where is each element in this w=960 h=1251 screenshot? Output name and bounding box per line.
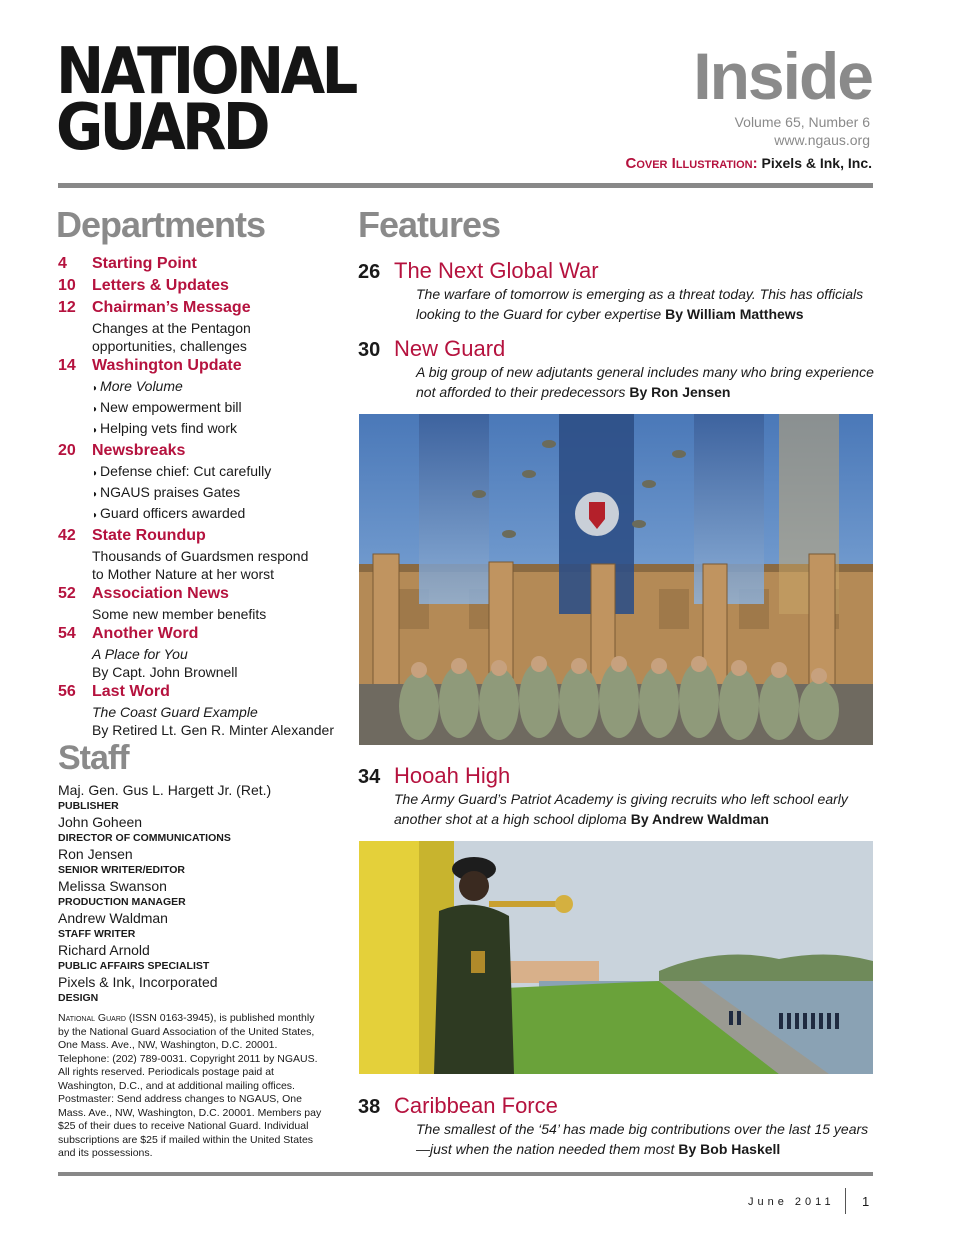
department-item[interactable] xyxy=(58,297,338,355)
feature-item[interactable] xyxy=(358,763,878,829)
national-guard-logo xyxy=(56,35,355,165)
department-subitem-text: Changes at the Pentagon xyxy=(92,320,251,336)
department-title[interactable]: Starting Point xyxy=(92,255,197,272)
department-title[interactable]: Last Word xyxy=(92,683,170,700)
feature-byline: By Bob Haskell xyxy=(678,1141,781,1157)
features-heading: Features xyxy=(358,204,501,245)
department-subitem xyxy=(92,462,338,483)
department-subitem-text: The Coast Guard Example xyxy=(92,704,258,720)
department-subitem xyxy=(92,398,338,419)
department-item[interactable] xyxy=(58,253,338,275)
bullet-icon: ◗ xyxy=(92,489,99,500)
department-subitem-text: NGAUS praises Gates xyxy=(100,484,241,500)
department-page-number: 54 xyxy=(58,625,76,642)
department-subitem xyxy=(92,504,338,525)
logo-line-1: NATIONAL xyxy=(56,35,355,109)
staff-heading: Staff xyxy=(58,739,129,777)
feature-title[interactable]: Hooah High xyxy=(394,763,511,788)
feature-page-number: 26 xyxy=(358,261,381,283)
feature-desc-text: The smallest of the ‘54’ has made big contributions over the last 15 years—just when the nation needed them most xyxy=(416,1121,869,1157)
staff-name: Richard Arnold xyxy=(58,942,150,958)
department-subitem-text: By Capt. John Brownell xyxy=(92,664,238,680)
publication-text: (ISSN 0163-3945), is published monthly by the National Guard Association of the United States, One Mass. Ave., NW, Washington, D.C. 20001. Telephone: (202) 789-0031. Copyright 2011 by NGAUS. All rights reserved. Periodicals postage paid at Washington, D.C., and at additional mailing offices. Postmaster: Send address changes to NGAUS, One Mass. Ave., NW, Washington, D.C. 20001. Members pay $25 of their dues to receive National Guard. Individual subscriptions are $25 if mailed within the United States and its possessions. xyxy=(58,1012,322,1159)
departments-list xyxy=(58,253,338,739)
issue-info xyxy=(735,113,870,149)
staff-list xyxy=(58,782,338,1006)
department-page-number: 4 xyxy=(58,255,67,272)
department-subitem-text: Defense chief: Cut carefully xyxy=(100,463,272,479)
staff-name: John Goheen xyxy=(58,814,143,830)
department-page-number: 20 xyxy=(58,442,76,459)
department-subitem-text: A Place for You xyxy=(92,646,188,662)
feature-title[interactable]: New Guard xyxy=(394,336,506,361)
department-title[interactable]: Newsbreaks xyxy=(92,442,186,459)
department-subitem xyxy=(92,377,338,398)
staff-name: Pixels & Ink, Incorporated xyxy=(58,974,218,990)
feature-title[interactable]: Caribbean Force xyxy=(394,1093,558,1118)
department-item[interactable] xyxy=(58,525,338,583)
department-title[interactable]: Association News xyxy=(92,585,229,602)
new-guard-photo-illustration xyxy=(359,414,873,745)
department-subitem xyxy=(92,663,338,681)
feature-desc-text: The Army Guard’s Patriot Academy is giving recruits who left school early another shot at a high school diploma xyxy=(394,791,848,827)
department-subitem xyxy=(92,337,338,355)
staff-role: SENIOR WRITER/EDITOR xyxy=(58,864,185,876)
department-subitem-text: More Volume xyxy=(100,378,183,394)
staff-role: PUBLIC AFFAIRS SPECIALIST xyxy=(58,960,210,972)
feature-description xyxy=(394,789,878,829)
feature-title[interactable]: The Next Global War xyxy=(394,258,599,283)
website: www.ngaus.org xyxy=(774,132,870,148)
department-title[interactable]: Washington Update xyxy=(92,357,242,374)
department-title[interactable]: Another Word xyxy=(92,625,199,642)
department-page-number: 56 xyxy=(58,683,76,700)
staff-name: Maj. Gen. Gus L. Hargett Jr. (Ret.) xyxy=(58,782,272,798)
feature-page-number: 34 xyxy=(358,766,381,788)
bullet-icon: ◗ xyxy=(92,425,99,436)
staff-name: Andrew Waldman xyxy=(58,910,168,926)
bottom-rule xyxy=(58,1172,873,1176)
department-subitem-text: to Mother Nature at her worst xyxy=(92,566,275,582)
top-rule xyxy=(58,183,873,188)
feature-desc-text: The warfare of tomorrow is emerging as a threat today. This has officials looking to the Guard for cyber expertise xyxy=(416,286,864,322)
footer-separator xyxy=(845,1188,846,1214)
feature-description xyxy=(416,1119,878,1159)
department-subitem-text: New empowerment bill xyxy=(100,399,242,415)
cover-label: Cover Illustration: xyxy=(625,155,758,172)
staff-role: DIRECTOR OF COMMUNICATIONS xyxy=(58,832,231,844)
issue-date: June 2011 xyxy=(748,1196,835,1208)
department-subitem-text: Thousands of Guardsmen respond xyxy=(92,548,309,564)
staff-name: Melissa Swanson xyxy=(58,878,167,894)
department-item[interactable] xyxy=(58,440,338,525)
caribbean-force-photo xyxy=(359,841,873,1074)
feature-description xyxy=(416,284,878,324)
department-item[interactable] xyxy=(58,355,338,440)
department-title[interactable]: State Roundup xyxy=(92,527,206,544)
department-subitem xyxy=(92,419,338,440)
bullet-icon: ◗ xyxy=(92,468,99,479)
feature-item[interactable] xyxy=(358,1093,878,1159)
department-subitem xyxy=(92,483,338,504)
department-subitem xyxy=(92,319,338,337)
department-subitem xyxy=(92,565,338,583)
feature-page-number: 38 xyxy=(358,1096,381,1118)
bullet-icon: ◗ xyxy=(92,510,99,521)
new-guard-photo xyxy=(359,414,873,745)
page-title: Inside xyxy=(693,39,872,113)
publication-notice xyxy=(58,1012,328,1161)
department-subitem-text: opportunities, challenges xyxy=(92,338,247,354)
department-page-number: 42 xyxy=(58,527,76,544)
staff-role: STAFF WRITER xyxy=(58,928,136,940)
cover-credit xyxy=(625,155,872,172)
department-item[interactable] xyxy=(58,681,338,739)
bullet-icon: ◗ xyxy=(92,404,99,415)
departments-heading: Departments xyxy=(56,204,266,245)
feature-byline: By Ron Jensen xyxy=(629,384,731,400)
department-item[interactable] xyxy=(58,583,338,623)
bullet-icon: ◗ xyxy=(92,383,99,394)
department-subitem xyxy=(92,547,338,565)
feature-byline: By William Matthews xyxy=(665,306,804,322)
feature-desc-text: A big group of new adjutants general includes many who bring experience not afforded to their predecessors xyxy=(416,364,874,400)
volume-number: Volume 65, Number 6 xyxy=(734,114,870,130)
department-subitem-text: Helping vets find work xyxy=(100,420,237,436)
department-subitem xyxy=(92,721,338,739)
staff-role: DESIGN xyxy=(58,992,99,1004)
department-page-number: 14 xyxy=(58,357,76,374)
department-subitem-text: By Retired Lt. Gen R. Minter Alexander xyxy=(92,722,334,738)
department-page-number: 10 xyxy=(58,277,76,294)
department-page-number: 52 xyxy=(58,585,76,602)
department-title[interactable]: Chairman’s Message xyxy=(92,299,251,316)
feature-page-number: 30 xyxy=(358,339,381,361)
feature-byline: By Andrew Waldman xyxy=(630,811,769,827)
publication-name: National Guard xyxy=(58,1012,126,1024)
caribbean-force-photo-illustration xyxy=(359,841,873,1074)
department-subitem-text: Some new member benefits xyxy=(92,606,267,622)
cover-credit-name: Pixels & Ink, Inc. xyxy=(761,155,872,171)
department-subitem-text: Guard officers awarded xyxy=(100,505,246,521)
department-item[interactable] xyxy=(58,623,338,681)
logo-line-2: GUARD xyxy=(56,91,268,165)
department-title[interactable]: Letters & Updates xyxy=(92,277,229,294)
department-subitem xyxy=(92,645,338,663)
page-number: 1 xyxy=(862,1194,870,1209)
feature-description xyxy=(416,362,878,402)
feature-item[interactable] xyxy=(358,258,878,324)
department-page-number: 12 xyxy=(58,299,76,316)
staff-role: PUBLISHER xyxy=(58,800,119,812)
staff-role: PRODUCTION MANAGER xyxy=(58,896,186,908)
feature-item[interactable] xyxy=(358,336,878,402)
department-subitem xyxy=(92,703,338,721)
department-item[interactable] xyxy=(58,275,338,297)
department-subitem xyxy=(92,605,338,623)
staff-name: Ron Jensen xyxy=(58,846,133,862)
